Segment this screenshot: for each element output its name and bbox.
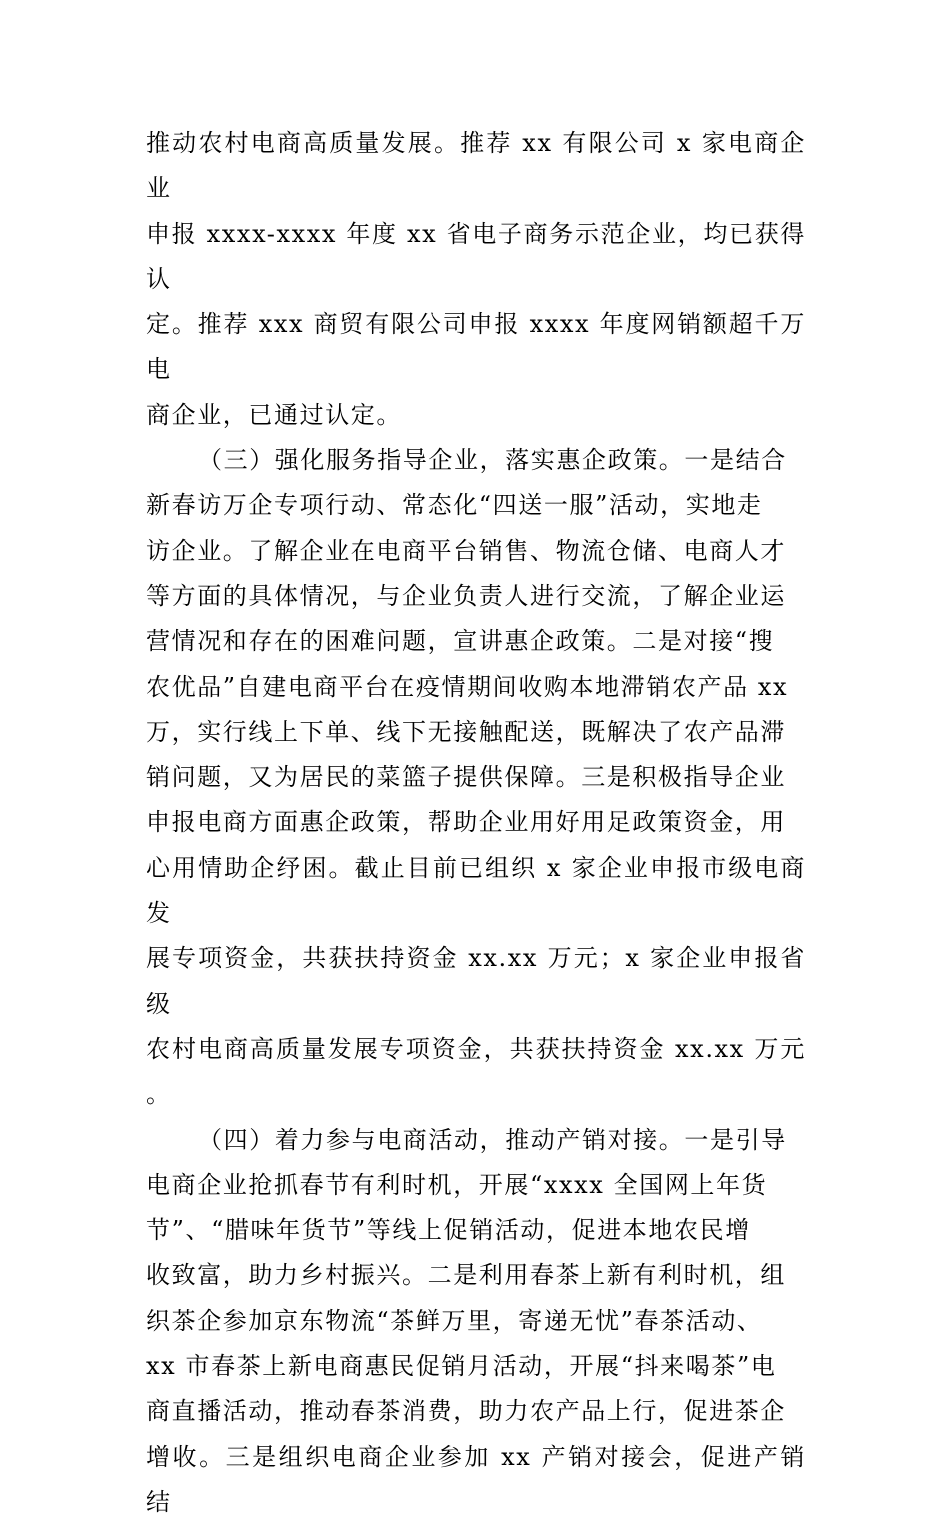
text-line: 电商企业抢抓春节有利时机，开展“xxxx 全国网上年货 [146, 1170, 768, 1199]
text-line: 定。推荐 xxx 商贸有限公司申报 xxxx 年度网销额超千万电 [146, 310, 806, 384]
document-body [146, 121, 806, 1525]
text-line: 心用情助企纾困。截止目前已组织 x 家企业申报市级电商发 [146, 853, 806, 928]
section-heading-line: （三）强化服务指导企业，落实惠企政策。一是结合 [198, 446, 787, 475]
text-line: 等方面的具体情况，与企业负责人进行交流，了解企业运 [146, 581, 786, 610]
text-line: 商企业，已通过认定。 [146, 400, 402, 429]
text-line: 增收。三是组织电商企业参加 xx 产销对接会，促进产销结 [146, 1442, 806, 1516]
text-line: 收致富，助力乡村振兴。二是利用春茶上新有利时机，组 [146, 1261, 786, 1290]
text-line: 农优品”自建电商平台在疫情期间收购本地滞销农产品 xx [146, 672, 789, 701]
text-line: 推动农村电商高质量发展。推荐 xx 有限公司 x 家电商企业 [146, 129, 806, 203]
paragraph-1 [146, 121, 806, 438]
text-line: 展专项资金，共获扶持资金 xx.xx 万元；x 家企业申报省级 [146, 944, 806, 1018]
text-line: 访企业。了解企业在电商平台销售、物流仓储、电商人才 [146, 536, 786, 565]
section-heading-line: （四）着力参与电商活动，推动产销对接。一是引导 [198, 1125, 787, 1154]
text-line: 新春访万企专项行动、常态化“四送一服”活动，实地走 [146, 491, 763, 520]
text-line: 销问题，又为居民的菜篮子提供保障。三是积极指导企业 [146, 763, 786, 792]
text-line: 节”、“腊味年货节”等线上促销活动，促进本地农民增 [146, 1216, 751, 1245]
text-line: 营情况和存在的困难问题，宣讲惠企政策。二是对接“搜 [146, 627, 775, 656]
text-line: 商直播活动，推动春茶消费，助力农产品上行，促进茶企 [146, 1397, 786, 1426]
paragraph-section-4 [146, 1118, 806, 1525]
text-line: 农村电商高质量发展专项资金，共获扶持资金 xx.xx 万元。 [146, 1034, 806, 1109]
text-line: 万，实行线上下单、线下无接触配送，既解决了农产品滞 [146, 717, 786, 746]
text-line: xx 市春茶上新电商惠民促销月活动，开展“抖来喝茶”电 [146, 1352, 777, 1381]
paragraph-section-3 [146, 438, 806, 1117]
text-line: 申报电商方面惠企政策，帮助企业用好用足政策资金，用 [146, 808, 786, 837]
text-line: 织茶企参加京东物流“茶鲜万里，寄递无忧”春茶活动、 [146, 1306, 763, 1335]
text-line: 申报 xxxx-xxxx 年度 xx 省电子商务示范企业，均已获得认 [146, 219, 806, 293]
